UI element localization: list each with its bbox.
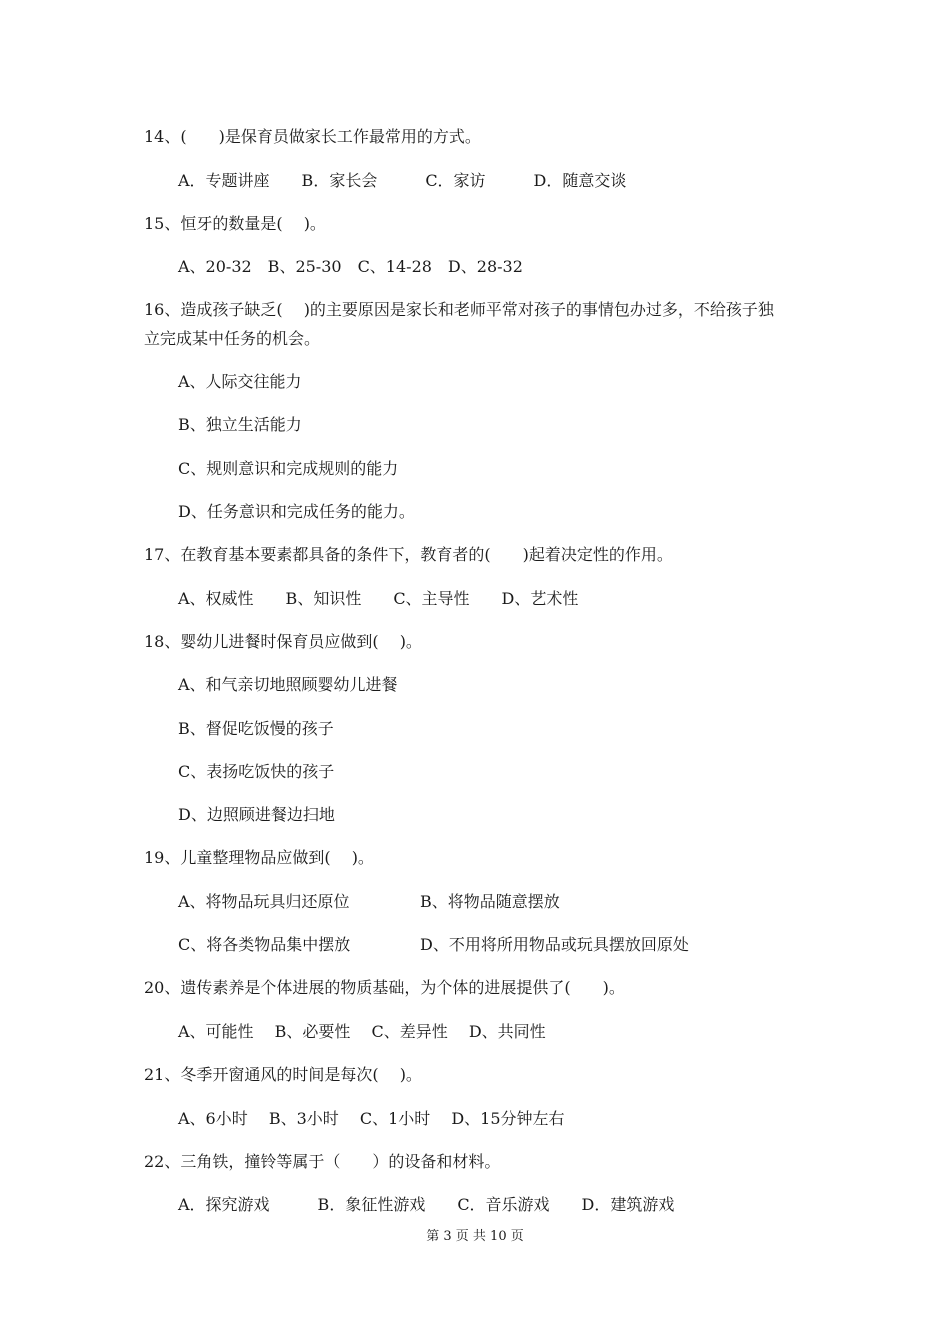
question-19-option-b: B、将物品随意摆放 xyxy=(420,892,560,911)
question-18-option-d: D、边照顾进餐边扫地 xyxy=(178,805,335,824)
question-14-stem: 14、( )是保育员做家长工作最常用的方式。 xyxy=(144,127,481,146)
question-15-options: A、20-32 B、25-30 C、14-28 D、28-32 xyxy=(178,257,523,276)
question-16-option-b: B、独立生活能力 xyxy=(178,415,302,434)
question-19-stem: 19、儿童整理物品应做到( )。 xyxy=(144,848,374,867)
question-21-stem: 21、冬季开窗通风的时间是每次( )。 xyxy=(144,1065,422,1084)
question-15-stem: 15、恒牙的数量是( )。 xyxy=(144,214,326,233)
question-16-option-c: C、规则意识和完成规则的能力 xyxy=(178,459,399,478)
question-22-stem: 22、三角铁，撞铃等属于（ ）的设备和材料。 xyxy=(144,1152,501,1171)
question-19-option-a: A、将物品玩具归还原位 xyxy=(178,892,350,911)
page-footer: 第 3 页 共 10 页 xyxy=(426,1229,524,1244)
question-16-stem-line-1: 16、造成孩子缺乏( )的主要原因是家长和老师平常对孩子的事情包办过多，不给孩子独 xyxy=(144,300,774,319)
question-20-options: A、可能性 B、必要性 C、差异性 D、共同性 xyxy=(178,1022,546,1041)
question-22-options: A．探究游戏 B．象征性游戏 C．音乐游戏 D．建筑游戏 xyxy=(178,1195,675,1214)
question-17-options: A、权威性 B、知识性 C、主导性 D、艺术性 xyxy=(178,589,579,608)
question-20-stem: 20、遗传素养是个体进展的物质基础，为个体的进展提供了( )。 xyxy=(144,978,625,997)
question-18-option-c: C、表扬吃饭快的孩子 xyxy=(178,762,335,781)
question-16-stem-line-2: 立完成某中任务的机会。 xyxy=(144,329,321,348)
question-17-stem: 17、在教育基本要素都具备的条件下，教育者的( )起着决定性的作用。 xyxy=(144,545,673,564)
question-19-option-c: C、将各类物品集中摆放 xyxy=(178,935,351,954)
question-18-option-a: A、和气亲切地照顾婴幼儿进餐 xyxy=(178,675,398,694)
question-16-option-d: D、任务意识和完成任务的能力。 xyxy=(178,502,415,521)
question-19-option-d: D、不用将所用物品或玩具摆放回原处 xyxy=(420,935,689,954)
question-14-options: A．专题讲座 B．家长会 C．家访 D．随意交谈 xyxy=(178,171,627,190)
question-16-option-a: A、人际交往能力 xyxy=(178,372,302,391)
question-18-stem: 18、婴幼儿进餐时保育员应做到( )。 xyxy=(144,632,422,651)
question-18-option-b: B、督促吃饭慢的孩子 xyxy=(178,719,334,738)
question-21-options: A、6小时 B、3小时 C、1小时 D、15分钟左右 xyxy=(178,1109,565,1128)
